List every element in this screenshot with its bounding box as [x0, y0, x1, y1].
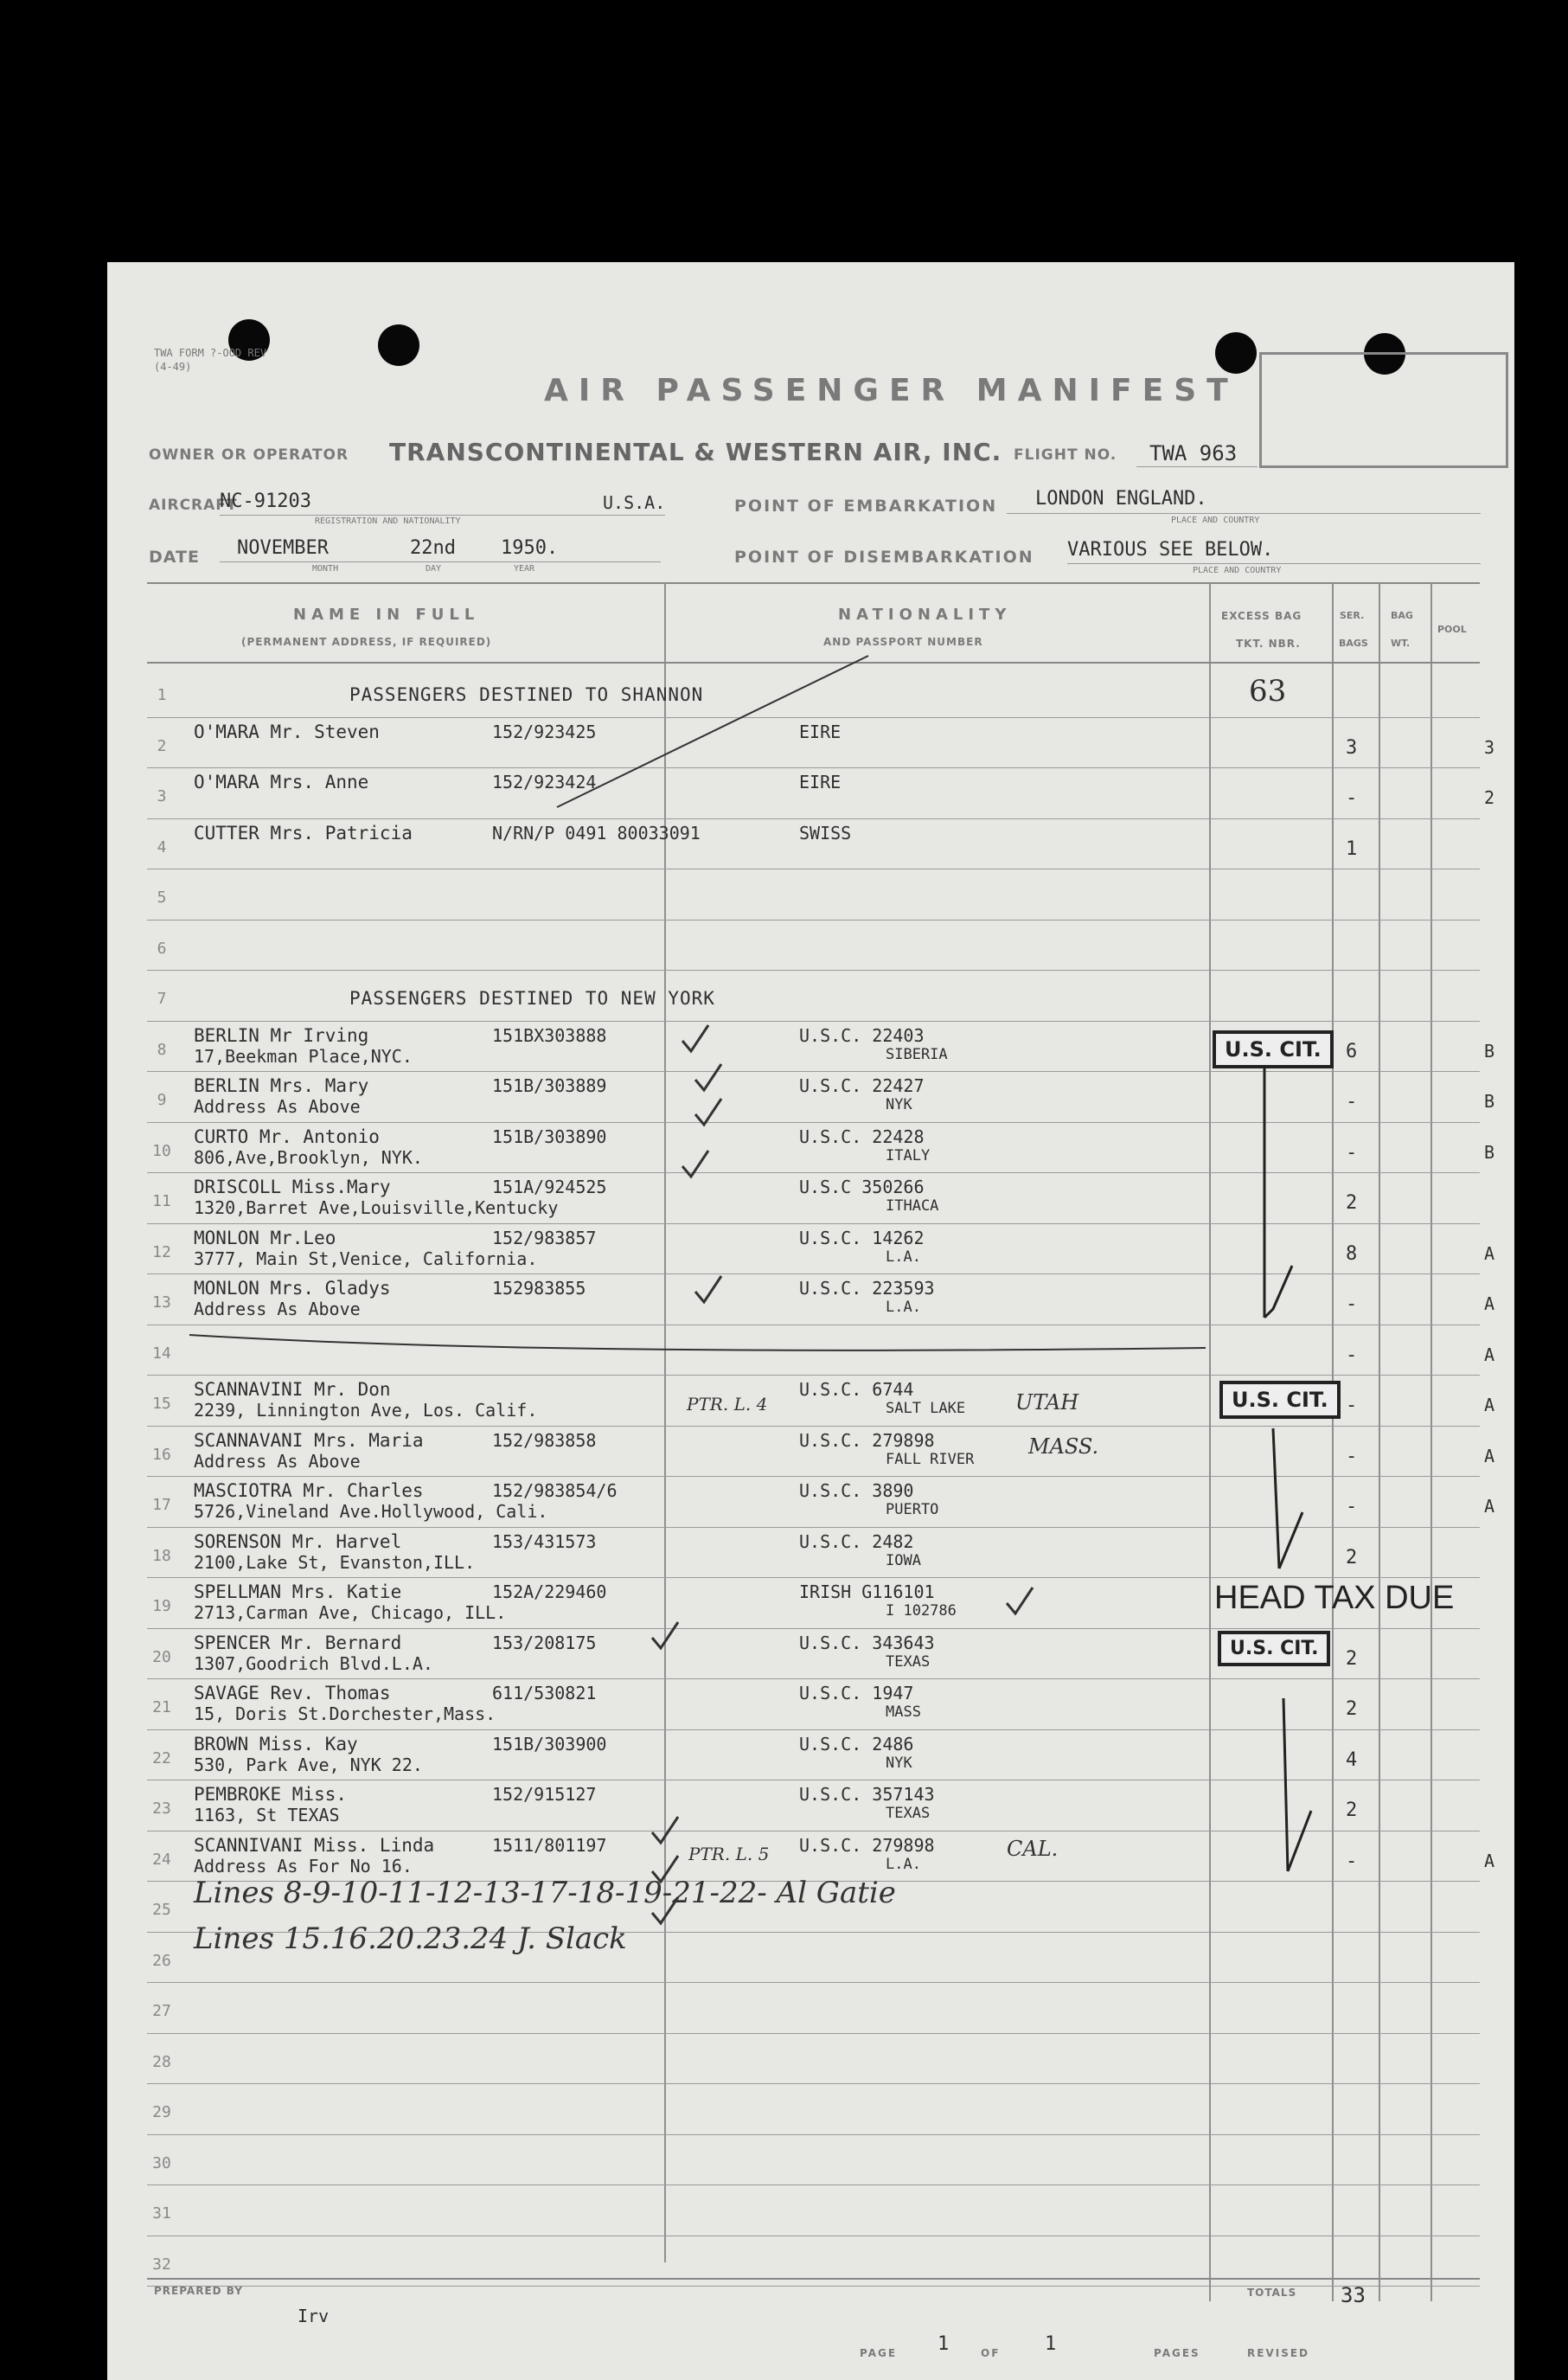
- revised-label: REVISED: [1247, 2347, 1309, 2359]
- passenger-address: 1320,Barret Ave,Louisville,Kentucky: [194, 1197, 559, 1218]
- passenger-name: MONLON Mr.Leo: [194, 1227, 336, 1248]
- row-number: 31: [152, 2204, 171, 2223]
- nationality-detail: FALL RIVER: [886, 1450, 975, 1468]
- page-label: PAGE: [860, 2347, 898, 2359]
- embarkation-value: LONDON ENGLAND.: [1035, 488, 1207, 510]
- bracket-line: [1273, 1428, 1279, 1568]
- passport-number: 151B/303900: [492, 1733, 607, 1755]
- passport-number: 153/208175: [492, 1632, 597, 1653]
- row-number: 9: [157, 1091, 167, 1109]
- form-code-date: (4-49): [154, 361, 192, 373]
- divider-stroke: [189, 1335, 1206, 1350]
- nationality-detail: L.A.: [886, 1299, 921, 1316]
- owner-label: OWNER OR OPERATOR: [149, 446, 349, 464]
- ser-bags: -: [1346, 1445, 1358, 1467]
- row-number: 15: [152, 1395, 171, 1413]
- ser-bags: 2: [1346, 1647, 1358, 1670]
- row-number: 16: [152, 1445, 171, 1464]
- header-ser: SER.: [1340, 610, 1365, 621]
- ser-bags: -: [1346, 1496, 1358, 1517]
- passport-number: N/RN/P 0491 80033091: [492, 822, 701, 844]
- row-number: 21: [152, 1698, 171, 1716]
- handwritten-lines-note: Lines 8-9-10-11-12-13-17-18-19-21-22- Al Gatie: [194, 1876, 896, 1910]
- passenger-name: CURTO Mr. Antonio: [194, 1126, 380, 1147]
- nationality-detail: NYK: [886, 1754, 912, 1772]
- passport-number: 152/923424: [492, 772, 597, 792]
- row-number: 14: [152, 1344, 171, 1363]
- passport-number: 1511/801197: [492, 1834, 607, 1856]
- passenger-name: MONLON Mrs. Gladys: [194, 1278, 391, 1299]
- row-number: 19: [152, 1597, 171, 1615]
- passenger-address: Address As Above: [194, 1096, 361, 1117]
- ser-bags: -: [1346, 1141, 1358, 1164]
- footer-rule: [147, 2278, 1480, 2280]
- row-number: 27: [152, 2002, 171, 2020]
- strike-line: [557, 656, 868, 807]
- passenger-name: BROWN Miss. Kay: [194, 1733, 358, 1755]
- row-number: 30: [152, 2153, 171, 2172]
- totals-value: 33: [1341, 2283, 1366, 2307]
- passport-number: 151B/303890: [492, 1126, 607, 1147]
- date-day: 22nd: [410, 537, 456, 559]
- nationality: U.S.C. 14262: [799, 1227, 925, 1248]
- passport-number: 152/983854/6: [492, 1480, 618, 1501]
- row-number: 17: [152, 1496, 171, 1514]
- row-number: 18: [152, 1546, 171, 1565]
- page-title: AIR PASSENGER MANIFEST: [544, 373, 1238, 408]
- passenger-address: 5726,Vineland Ave.Hollywood, Cali.: [194, 1501, 548, 1522]
- pool: A: [1484, 1242, 1495, 1264]
- disembarkation-label: POINT OF DISEMBARKATION: [734, 548, 1034, 567]
- row-number: 32: [152, 2255, 171, 2274]
- passenger-name: CUTTER Mrs. Patricia: [194, 822, 413, 844]
- passenger-address: Address As Above: [194, 1450, 361, 1472]
- passport-number: 152983855: [492, 1278, 586, 1299]
- nationality: U.S.C. 279898: [799, 1834, 935, 1856]
- nationality: U.S.C. 22403: [799, 1024, 925, 1046]
- row-number: 24: [152, 1850, 171, 1869]
- nationality-detail: NYK: [886, 1096, 912, 1113]
- aircraft-sub-label: REGISTRATION AND NATIONALITY: [315, 516, 461, 526]
- ser-bags: -: [1346, 1850, 1358, 1872]
- row-number: 28: [152, 2052, 171, 2071]
- us-cit-stamp: U.S. CIT.: [1219, 1381, 1341, 1419]
- flight-value: TWA 963: [1149, 441, 1238, 465]
- passenger-name: O'MARA Mr. Steven: [194, 721, 380, 742]
- row-number: 8: [157, 1040, 167, 1059]
- passenger-address: Address As For No 16.: [194, 1855, 413, 1876]
- prepared-by-value: Irv: [298, 2306, 330, 2326]
- row-number: 3: [157, 787, 167, 805]
- handwritten-mass: MASS.: [1028, 1434, 1099, 1459]
- aircraft-value: NC-91203: [220, 491, 311, 512]
- pool: B: [1484, 1141, 1495, 1163]
- check-mark: [1007, 1588, 1033, 1613]
- nationality-detail: SALT LAKE: [886, 1400, 966, 1417]
- header-nationality-sub: AND PASSPORT NUMBER: [823, 636, 983, 648]
- us-cit-stamp: U.S. CIT.: [1213, 1030, 1334, 1068]
- ser-bags: 2: [1346, 1546, 1358, 1568]
- passenger-name: SAVAGE Rev. Thomas: [194, 1683, 391, 1703]
- nationality-detail: SIBERIA: [886, 1045, 948, 1063]
- pool: A: [1484, 1496, 1495, 1517]
- check-mark: [682, 1151, 708, 1177]
- nationality: U.S.C. 1947: [799, 1683, 914, 1703]
- disembarkation-sub-label: PLACE AND COUNTRY: [1193, 566, 1282, 575]
- check-mark: [682, 1025, 708, 1051]
- nationality: U.S.C. 22428: [799, 1126, 925, 1147]
- pool: 2: [1484, 787, 1495, 808]
- excess-bag-ticket: 63: [1249, 674, 1287, 709]
- header-bag-sub: WT.: [1391, 638, 1411, 649]
- header-name: NAME IN FULL: [293, 606, 480, 624]
- nationality: IRISH G116101: [799, 1581, 935, 1602]
- passenger-name: BERLIN Mr Irving: [194, 1024, 369, 1046]
- row-number: 20: [152, 1647, 171, 1666]
- pool: B: [1484, 1091, 1495, 1112]
- ser-bags: 4: [1346, 1748, 1358, 1771]
- passenger-address: 17,Beekman Place,NYC.: [194, 1045, 413, 1067]
- check-mark: [652, 1622, 678, 1648]
- header-bag: BAG: [1391, 610, 1413, 621]
- nationality-detail: IOWA: [886, 1551, 921, 1569]
- date-year: 1950.: [501, 537, 559, 559]
- row-number: 12: [152, 1242, 171, 1261]
- row-number: 7: [157, 990, 167, 1008]
- header-nationality: NATIONALITY: [838, 606, 1012, 624]
- date-month: NOVEMBER: [237, 537, 329, 559]
- ink-marks: [107, 262, 1514, 2380]
- ser-bags: -: [1346, 1395, 1358, 1416]
- passenger-address: 1163, St TEXAS: [194, 1805, 340, 1825]
- nationality: U.S.C. 2482: [799, 1530, 914, 1552]
- row-number: 29: [152, 2103, 171, 2121]
- passenger-name: SCANNIVANI Miss. Linda: [194, 1834, 435, 1856]
- nationality: U.S.C. 357143: [799, 1784, 935, 1805]
- passport-number: 611/530821: [492, 1683, 597, 1703]
- bracket-line: [1288, 1811, 1311, 1871]
- nationality-detail: ITALY: [886, 1146, 931, 1164]
- passenger-name: PEMBROKE Miss.: [194, 1784, 348, 1805]
- pool: A: [1484, 1445, 1495, 1466]
- row-number: 2: [157, 736, 167, 755]
- row-number: 4: [157, 837, 167, 856]
- nationality-detail: TEXAS: [886, 1652, 931, 1671]
- handwritten-lines-note: Lines 15.16.20.23.24 J. Slack: [194, 1921, 627, 1956]
- header-excess-sub: TKT. NBR.: [1236, 638, 1301, 650]
- passport-number: 152/983857: [492, 1227, 597, 1248]
- passenger-name: SPENCER Mr. Bernard: [194, 1632, 402, 1653]
- passport-number: 152/923425: [492, 721, 597, 742]
- passport-number: 152A/229460: [492, 1581, 607, 1602]
- row-number: 6: [157, 939, 167, 958]
- nationality: U.S.C. 2486: [799, 1733, 914, 1755]
- passenger-name: BERLIN Mrs. Mary: [194, 1075, 369, 1096]
- check-mark: [1264, 1266, 1292, 1318]
- nationality: U.S.C. 343643: [799, 1632, 935, 1653]
- passport-number: 151BX303888: [492, 1024, 607, 1046]
- check-mark: [695, 1064, 721, 1090]
- flight-label: FLIGHT NO.: [1014, 446, 1117, 464]
- nationality: SWISS: [799, 822, 852, 844]
- ser-bags: 2: [1346, 1799, 1358, 1821]
- row-number: 5: [157, 888, 167, 907]
- bracket-line: [1283, 1698, 1288, 1871]
- check-mark: [695, 1276, 721, 1302]
- ser-bags: 8: [1346, 1242, 1358, 1265]
- passenger-address: 2239, Linnington Ave, Los. Calif.: [194, 1400, 538, 1421]
- ser-bags: -: [1346, 1091, 1358, 1113]
- passenger-address: 1307,Goodrich Blvd.L.A.: [194, 1652, 433, 1674]
- date-sub-year: YEAR: [514, 564, 535, 574]
- row-number: 11: [152, 1192, 171, 1210]
- passenger-address: 2100,Lake St, Evanston,ILL.: [194, 1551, 476, 1573]
- handwritten-cal: CAL.: [1007, 1837, 1059, 1861]
- pool: A: [1484, 1395, 1495, 1415]
- pages-label: PAGES: [1154, 2347, 1200, 2359]
- ser-bags: 6: [1346, 1040, 1358, 1062]
- of-label: OF: [981, 2347, 1001, 2359]
- us-cit-stamp: U.S. CIT.: [1218, 1631, 1330, 1666]
- ser-bags: 2: [1346, 1698, 1358, 1720]
- nationality: EIRE: [799, 721, 842, 742]
- ser-bags: 2: [1346, 1192, 1358, 1214]
- row-number: 23: [152, 1799, 171, 1818]
- nationality: U.S.C. 22427: [799, 1075, 925, 1096]
- passenger-address: 2713,Carman Ave, Chicago, ILL.: [194, 1602, 507, 1623]
- embarkation-label: POINT OF EMBARKATION: [734, 497, 998, 516]
- section-heading: PASSENGERS DESTINED TO NEW YORK: [349, 988, 715, 1009]
- row-number: 1: [157, 686, 167, 704]
- row-number: 13: [152, 1293, 171, 1312]
- section-heading: PASSENGERS DESTINED TO SHANNON: [349, 684, 704, 705]
- ser-bags: 3: [1346, 736, 1358, 759]
- passenger-name: DRISCOLL Miss.Mary: [194, 1177, 391, 1197]
- passenger-name: MASCIOTRA Mr. Charles: [194, 1480, 424, 1501]
- manifest-sheet: [107, 262, 1514, 2380]
- nationality-detail: ITHACA: [886, 1197, 939, 1215]
- ser-bags: -: [1346, 1344, 1358, 1366]
- passport-number: 153/431573: [492, 1530, 597, 1552]
- pool: A: [1484, 1344, 1495, 1365]
- check-mark: [652, 1817, 678, 1843]
- handwritten-utah: UTAH: [1015, 1390, 1079, 1415]
- row-number: 10: [152, 1141, 171, 1160]
- pool: A: [1484, 1850, 1495, 1871]
- head-tax-due-stamp: HEAD TAX DUE: [1214, 1580, 1455, 1616]
- row-number: 22: [152, 1748, 171, 1767]
- nationality: U.S.C. 223593: [799, 1278, 935, 1299]
- pool: 3: [1484, 736, 1495, 758]
- passenger-address: 15, Doris St.Dorchester,Mass.: [194, 1703, 496, 1724]
- handwritten-ptr: PTR. L. 5: [688, 1844, 770, 1864]
- passport-number: 151A/924525: [492, 1177, 607, 1197]
- aircraft-label: AIRCRAFT: [149, 497, 238, 514]
- header-pool: POOL: [1437, 624, 1467, 635]
- passenger-name: O'MARA Mrs. Anne: [194, 772, 369, 792]
- header-excess: EXCESS BAG: [1221, 610, 1302, 622]
- ser-bags: -: [1346, 787, 1358, 809]
- pool: A: [1484, 1293, 1495, 1314]
- ser-bags: 1: [1346, 837, 1358, 860]
- nationality-detail: L.A.: [886, 1855, 921, 1873]
- disembarkation-value: VARIOUS SEE BELOW.: [1067, 539, 1274, 561]
- totals-label: TOTALS: [1247, 2287, 1297, 2299]
- row-number: 25: [152, 1901, 171, 1919]
- handwritten-ptr: PTR. L. 4: [687, 1394, 768, 1415]
- header-ser-sub: BAGS: [1339, 638, 1368, 649]
- owner-value: TRANSCONTINENTAL & WESTERN AIR, INC.: [389, 438, 1002, 466]
- bracket-line: [1279, 1512, 1302, 1568]
- nationality: U.S.C. 3890: [799, 1480, 914, 1501]
- passenger-name: SCANNAVINI Mr. Don: [194, 1379, 391, 1400]
- date-sub-month: MONTH: [312, 564, 339, 574]
- nationality-detail: MASS: [886, 1703, 921, 1721]
- passenger-address: 806,Ave,Brooklyn, NYK.: [194, 1146, 423, 1168]
- pool: B: [1484, 1040, 1495, 1062]
- passenger-name: SPELLMAN Mrs. Katie: [194, 1581, 402, 1602]
- aircraft-nationality: U.S.A.: [603, 492, 666, 513]
- header-name-sub: (PERMANENT ADDRESS, IF REQUIRED): [241, 636, 492, 648]
- passenger-address: 530, Park Ave, NYK 22.: [194, 1754, 423, 1775]
- passenger-name: SORENSON Mr. Harvel: [194, 1530, 402, 1552]
- page-value: 1: [938, 2333, 950, 2355]
- passport-number: 151B/303889: [492, 1075, 607, 1096]
- passenger-address: 3777, Main St,Venice, California.: [194, 1248, 538, 1269]
- nationality-detail: PUERTO: [886, 1501, 939, 1518]
- form-code: TWA FORM ?-OOD REV: [154, 347, 267, 359]
- passport-number: 152/983858: [492, 1429, 597, 1451]
- row-number: 26: [152, 1951, 171, 1970]
- ser-bags: -: [1346, 1293, 1358, 1315]
- nationality: U.S.C 350266: [799, 1177, 925, 1197]
- passenger-name: SCANNAVANI Mrs. Maria: [194, 1429, 424, 1451]
- embarkation-sub-label: PLACE AND COUNTRY: [1171, 516, 1260, 525]
- date-sub-day: DAY: [426, 564, 442, 574]
- check-mark: [695, 1099, 721, 1125]
- nationality-detail: L.A.: [886, 1248, 921, 1266]
- date-label: DATE: [149, 548, 200, 567]
- nationality-detail: I 102786: [886, 1602, 957, 1620]
- of-value: 1: [1045, 2333, 1057, 2355]
- passenger-address: Address As Above: [194, 1299, 361, 1319]
- passport-number: 152/915127: [492, 1784, 597, 1805]
- nationality: U.S.C. 279898: [799, 1429, 935, 1451]
- nationality: U.S.C. 6744: [799, 1379, 914, 1400]
- nationality: EIRE: [799, 772, 842, 792]
- prepared-by-label: PREPARED BY: [154, 2285, 243, 2297]
- nationality-detail: TEXAS: [886, 1805, 931, 1822]
